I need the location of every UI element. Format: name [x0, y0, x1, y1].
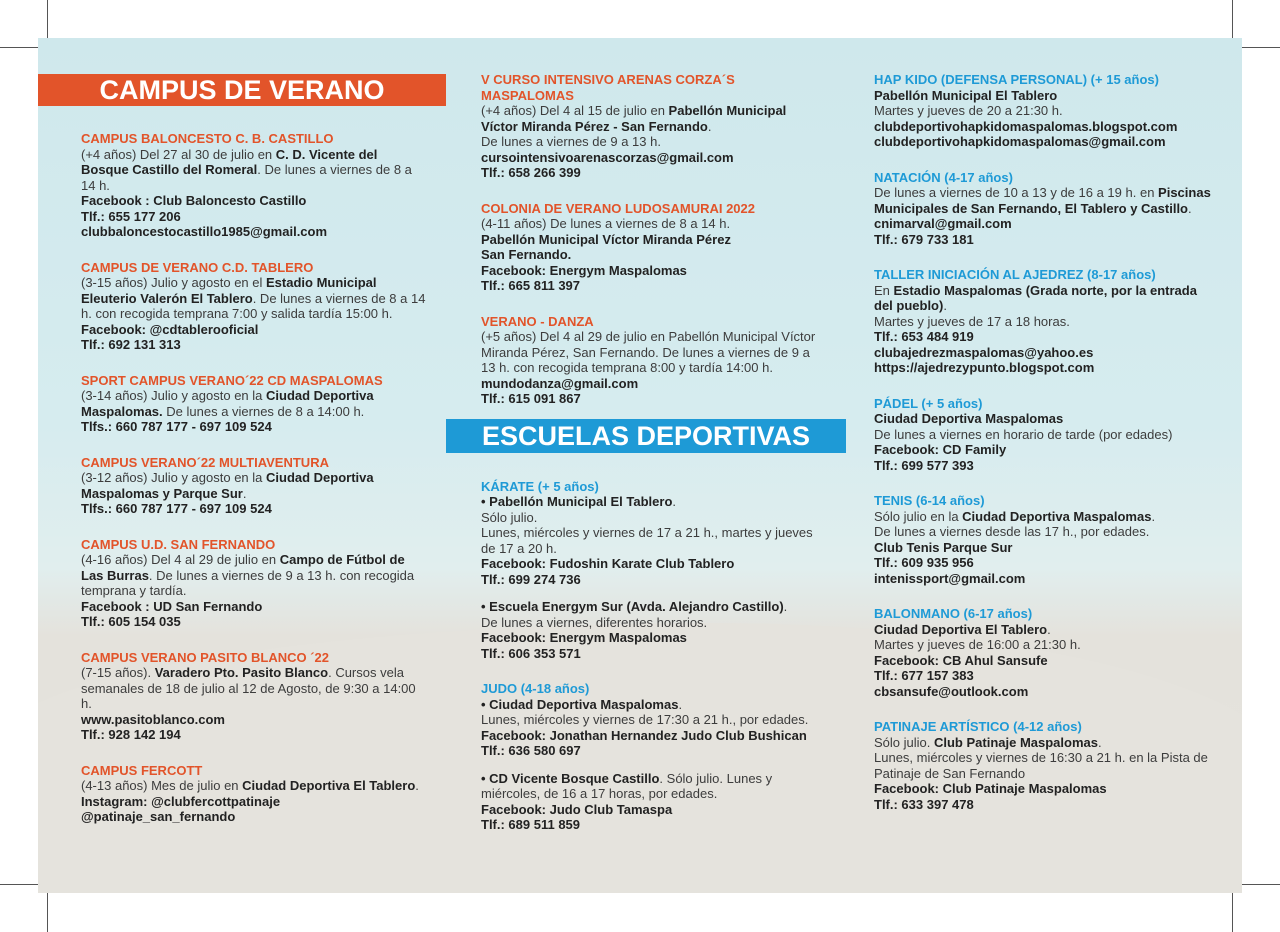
text: . Sólo julio. Lunes y miércoles, de 16 a 17 horas, por edades.: [481, 770, 773, 801]
bold-text: Pabellón Municipal Víctor Miranda Pérez: [481, 231, 731, 247]
text: .: [1188, 200, 1192, 216]
text: .: [707, 118, 712, 134]
crop-mark: [0, 884, 38, 885]
entry-line: [81, 809, 426, 825]
entry-line: [81, 727, 426, 743]
bold-text: Ciudad Deportiva El Tablero: [874, 621, 1048, 637]
entry-line: [874, 684, 1219, 700]
entry-line: [874, 88, 1219, 104]
entry-title: CAMPUS VERANO PASITO BLANCO ´22: [81, 649, 329, 665]
text: De lunes a viernes en horario de tarde (por edades): [874, 426, 1173, 442]
entry: [874, 719, 1219, 812]
entry-line: [481, 697, 826, 713]
text: Martes y jueves de 16:00 a 21:30 h.: [874, 637, 1081, 652]
text: .: [943, 298, 947, 313]
text: (4-16 años) Del 4 al 29 de julio en: [81, 552, 280, 567]
bold-text: Tlf.: 615 091 867: [481, 391, 581, 406]
bold-text: Tlf.: 699 274 736: [481, 571, 581, 587]
bold-text: Varadero Pto. Pasito Blanco: [154, 665, 329, 680]
entry-line: [81, 419, 426, 435]
bold-text: @patinaje_san_fernando: [81, 809, 236, 824]
entry-line: [874, 555, 1219, 571]
entry-line: [481, 712, 826, 728]
entry: [481, 479, 826, 662]
bold-text: San Fernando.: [481, 247, 572, 262]
entry-line: [481, 817, 826, 833]
bold-text: Facebook: Energym Maspalomas: [481, 630, 687, 645]
bold-text: Estadio Maspalomas (Grada norte, por la entrada del pueblo): [874, 282, 1197, 313]
bold-text: Tlf.: 665 811 397: [481, 278, 581, 293]
bold-text: Instagram: @clubfercottpatinaje: [81, 793, 281, 809]
bold-text: www.pasitoblanco.com: [81, 711, 225, 727]
bold-text: cbsansufe@outlook.com: [874, 683, 1029, 699]
entry-line: [874, 329, 1219, 345]
bold-text: C. D. Vicente del Bosque Castillo del Romeral: [81, 146, 378, 177]
escuelas-list: [481, 479, 826, 833]
bold-text: Club Tenis Parque Sur: [874, 539, 1013, 555]
bold-text: Ciudad Deportiva El Tablero: [242, 778, 416, 793]
entry-line: [874, 360, 1219, 376]
entry-line: [481, 556, 826, 572]
bold-text: Club Patinaje Maspalomas: [933, 734, 1098, 750]
entry-title: TALLER INICIACIÓN AL AJEDREZ (8-17 años): [874, 267, 1156, 282]
text: (3-14 años) Julio y agosto en la: [81, 388, 266, 403]
entry-line: [874, 735, 1219, 751]
text: (+4 años) Del 4 al 15 de julio en: [481, 103, 669, 118]
bold-text: Campo de Fútbol de Las Burras: [81, 552, 405, 583]
entry-line: [874, 314, 1219, 330]
entry-line: [481, 572, 826, 588]
crop-mark: [1232, 893, 1233, 932]
text: Sólo julio.: [481, 509, 538, 525]
entry-line: [81, 794, 426, 810]
text: Martes y jueves de 17 a 18 horas.: [874, 313, 1070, 329]
entry-line: [481, 646, 826, 662]
entry-line: [874, 427, 1219, 443]
bold-text: Facebook: CB Ahul Sansufe: [874, 652, 1048, 668]
bold-text: Facebook : UD San Fernando: [81, 598, 263, 614]
text: De lunes a viernes, diferentes horarios.: [481, 614, 708, 630]
bold-text: Tlfs.: 660 787 177 - 697 109 524: [81, 419, 272, 434]
crop-mark: [1232, 0, 1233, 38]
text: (+5 años) Del 4 al 29 de julio en Pabellón Municipal Víctor Miranda Pérez, San Fernando. De lunes a viernes de 9 a 13 h. con recogida temprana 8:00 y tardía 14:00 h.: [481, 329, 816, 375]
text: .: [1097, 734, 1102, 750]
entry-title: TENIS (6-14 años): [874, 493, 985, 508]
entry-line: [481, 103, 826, 134]
entry-line: [874, 571, 1219, 587]
entry: [81, 131, 426, 240]
crop-mark: [0, 47, 38, 48]
entry: [81, 650, 426, 743]
bold-text: mundodanza@gmail.com: [481, 375, 639, 391]
entry: [481, 681, 826, 833]
entry-line: [874, 653, 1219, 669]
entry: [874, 493, 1219, 586]
entry: [481, 201, 826, 294]
entry: [81, 260, 426, 353]
entry-title: CAMPUS VERANO´22 MULTIAVENTURA: [81, 454, 329, 470]
entry: [81, 763, 426, 825]
text: . Cursos vela semanales de 18 de julio al 12 de Agosto, de 9:30 a 14:00 h.: [81, 665, 416, 711]
entry-line: [81, 712, 426, 728]
entry: [81, 537, 426, 630]
entry-line: [874, 637, 1219, 653]
bold-text: Facebook: Fudoshin Karate Club Tablero: [481, 556, 735, 571]
entry: [81, 455, 426, 517]
entry-title: V CURSO INTENSIVO ARENAS CORZA´S MASPALOMAS: [481, 72, 735, 103]
entry-line: [481, 278, 826, 294]
entry-line: [874, 103, 1219, 119]
entry-line: [81, 193, 426, 209]
entry-line: [874, 232, 1219, 248]
bold-text: • CD Vicente Bosque Castillo: [481, 770, 660, 786]
text: . De lunes a viernes de 8 a 14 h.: [81, 162, 412, 193]
bold-text: Tlf.: 655 177 206: [81, 208, 181, 224]
entry-line: [481, 376, 826, 392]
bold-text: Facebook: Club Patinaje Maspalomas: [874, 781, 1107, 796]
bold-text: clubdeportivohapkidomaspalomas.blogspot.com: [874, 118, 1178, 134]
entry-title: CAMPUS DE VERANO C.D. TABLERO: [81, 259, 314, 275]
entry-line: [81, 552, 426, 599]
bold-text: Tlf.: 606 353 571: [481, 645, 581, 661]
bold-text: Ciudad Deportiva Maspalomas: [962, 508, 1152, 524]
bold-text: • Pabellón Municipal El Tablero: [481, 494, 673, 509]
entry: [481, 72, 826, 181]
crop-mark: [1242, 47, 1280, 48]
entry-line: [81, 337, 426, 353]
bold-text: Facebook: CD Family: [874, 442, 1007, 457]
entry-title: JUDO (4-18 años): [481, 681, 590, 696]
bold-text: Pabellón Municipal Víctor Miranda Pérez - San Fernando: [481, 103, 787, 134]
entry: [874, 170, 1219, 248]
entry-line: [81, 224, 426, 240]
entry-line: [81, 209, 426, 225]
entry-title: SPORT CAMPUS VERANO´22 CD MASPALOMAS: [81, 372, 383, 388]
text: .: [1151, 508, 1156, 524]
entry-line: [874, 345, 1219, 361]
entry-title: CAMPUS U.D. SAN FERNANDO: [81, 536, 276, 552]
entry-line: [81, 778, 426, 794]
bold-text: Tlf.: 633 397 478: [874, 796, 974, 812]
entry-title: PÁDEL (+ 5 años): [874, 395, 983, 411]
text: De lunes a viernes de 9 a 13 h.: [481, 134, 661, 149]
entry-line: [81, 614, 426, 630]
text: Sólo julio en la: [874, 508, 963, 524]
bold-text: Tlf.: 699 577 393: [874, 457, 974, 473]
entry-line: [874, 540, 1219, 556]
crop-mark: [47, 893, 48, 932]
entry-line: [481, 728, 826, 744]
bold-text: clubdeportivohapkidomaspalomas@gmail.com: [874, 134, 1166, 149]
entry-line: [481, 134, 826, 150]
bold-text: Facebook: @cdtablerooficial: [81, 321, 259, 337]
entry-line: [81, 470, 426, 501]
text: Martes y jueves de 20 a 21:30 h.: [874, 103, 1063, 118]
bold-text: Tlf.: 636 580 697: [481, 743, 581, 758]
text: De lunes a viernes de 8 a 14:00 h.: [162, 403, 365, 419]
bold-text: • Escuela Energym Sur (Avda. Alejandro Castillo): [481, 599, 784, 614]
middle-campus-list: [481, 72, 826, 407]
entry-line: [81, 501, 426, 517]
column-middle: [481, 72, 826, 853]
bold-text: Pabellón Municipal El Tablero: [874, 87, 1058, 103]
text: En: [874, 282, 894, 298]
entry-line: [874, 797, 1219, 813]
entry-line: [481, 232, 826, 248]
entry-line: [481, 494, 826, 510]
text: .: [672, 494, 677, 509]
entry-line: [874, 119, 1219, 135]
text: . De lunes a viernes de 9 a 13 h. con recogida temprana y tardía.: [81, 567, 415, 598]
entry-line: [481, 525, 826, 556]
text: De lunes a viernes de 10 a 13 y de 16 a 19 h. en: [874, 185, 1159, 200]
entry-title: BALONMANO (6-17 años): [874, 606, 1033, 621]
entry-line: [874, 668, 1219, 684]
entry-title: CAMPUS BALONCESTO C. B. CASTILLO: [81, 131, 334, 146]
text: .: [678, 696, 683, 712]
bold-text: clubbaloncestocastillo1985@gmail.com: [81, 224, 328, 239]
entry-title: KÁRATE (+ 5 años): [481, 478, 599, 494]
bold-text: Tlf.: 692 131 313: [81, 337, 181, 352]
entry-line: [874, 509, 1219, 525]
entry-title: NATACIÓN (4-17 años): [874, 169, 1013, 185]
bold-text: Tlf.: 609 935 956: [874, 555, 974, 570]
bold-text: cursointensivoarenascorzas@gmail.com: [481, 149, 734, 165]
entry-line: [874, 442, 1219, 458]
entry-title: VERANO - DANZA: [481, 313, 594, 329]
bold-text: Estadio Municipal Eleuterio Valerón El Tablero: [81, 275, 377, 306]
bold-text: Facebook : Club Baloncesto Castillo: [81, 193, 307, 208]
entry-line: [481, 599, 826, 615]
entry-line: [481, 329, 826, 376]
bold-text: • Ciudad Deportiva Maspalomas: [481, 696, 679, 712]
entry-line: [81, 147, 426, 194]
bold-text: Ciudad Deportiva Maspalomas y Parque Sur: [81, 470, 374, 501]
entry-line: [481, 247, 826, 263]
bold-text: Tlf.: 928 142 194: [81, 727, 181, 742]
entry-title: CAMPUS FERCOTT: [81, 762, 203, 778]
entry-line: [874, 524, 1219, 540]
bold-text: clubajedrezmaspalomas@yahoo.es: [874, 344, 1094, 360]
text: De lunes a viernes desde las 17 h., por edades.: [874, 524, 1150, 539]
entry-line: [874, 283, 1219, 314]
entry-title: HAP KIDO (DEFENSA PERSONAL) (+ 15 años): [874, 72, 1159, 87]
entry-line: [481, 802, 826, 818]
bold-text: Facebook: Jonathan Hernandez Judo Club Bushican: [481, 727, 807, 743]
entry-line: [481, 510, 826, 526]
text: Lunes, miércoles y viernes de 17 a 21 h., martes y jueves de 17 a 20 h.: [481, 525, 813, 556]
crop-mark: [47, 0, 48, 38]
bold-text: Tlf.: 653 484 919: [874, 329, 974, 344]
text: Sólo julio.: [874, 734, 934, 750]
text: (7-15 años).: [81, 665, 155, 680]
column-escuelas-right: [874, 72, 1219, 832]
entry: [874, 267, 1219, 376]
entry-line: [481, 165, 826, 181]
bold-text: Facebook: Judo Club Tamaspa: [481, 801, 673, 817]
bold-text: intenissport@gmail.com: [874, 570, 1026, 586]
bold-text: Piscinas Municipales de San Fernando, El Tablero y Castillo: [874, 185, 1211, 216]
text: (3-12 años) Julio y agosto en la: [81, 470, 266, 485]
column-campus-left: [81, 131, 426, 845]
bold-text: Tlf.: 658 266 399: [481, 165, 581, 180]
text: (4-11 años) De lunes a viernes de 8 a 14 h.: [481, 216, 731, 231]
text: . De lunes a viernes de 8 a 14 h. con recogida temprana 7:00 y salida tardía 15:00 h.: [81, 290, 426, 321]
text: (4-13 años) Mes de julio en: [81, 778, 243, 793]
bold-text: Facebook: Energym Maspalomas: [481, 262, 687, 278]
entry-line: [874, 185, 1219, 216]
entry-line: [81, 275, 426, 322]
entry-line: [874, 458, 1219, 474]
text: (+4 años) Del 27 al 30 de julio en: [81, 146, 276, 162]
entry-title: COLONIA DE VERANO LUDOSAMURAI 2022: [481, 200, 755, 216]
entry-line: [481, 615, 826, 631]
entry-line: [481, 263, 826, 279]
entry: [81, 373, 426, 435]
text: .: [242, 485, 247, 501]
bold-text: https://ajedrezypunto.blogspot.com: [874, 360, 1095, 375]
bold-text: Tlf.: 679 733 181: [874, 231, 974, 247]
entry-line: [481, 150, 826, 166]
entry-title: PATINAJE ARTÍSTICO (4-12 años): [874, 719, 1082, 734]
text: Lunes, miércoles y viernes de 17:30 a 21 h., por edades.: [481, 712, 809, 727]
entry-line: [481, 743, 826, 759]
entry-line: [874, 411, 1219, 427]
entry-gap: [481, 587, 826, 599]
bold-text: Tlf.: 677 157 383: [874, 668, 974, 683]
text: (3-15 años) Julio y agosto en el: [81, 275, 266, 290]
banner-escuelas-deportivas: ESCUELAS DEPORTIVAS: [446, 419, 846, 453]
entry-line: [81, 322, 426, 338]
entry-line: [874, 134, 1219, 150]
banner-campus-de-verano: CAMPUS DE VERANO: [38, 74, 446, 106]
spacer: [481, 427, 826, 479]
entry-line: [874, 622, 1219, 638]
entry: [481, 314, 826, 407]
entry-line: [481, 771, 826, 802]
text: .: [1047, 621, 1051, 637]
entry-line: [81, 388, 426, 419]
entry-line: [874, 750, 1219, 781]
bold-text: Tlfs.: 660 787 177 - 697 109 524: [81, 501, 272, 516]
crop-mark: [1242, 884, 1280, 885]
bold-text: Ciudad Deportiva Maspalomas.: [81, 388, 374, 419]
text: Lunes, miércoles y viernes de 16:30 a 21 h. en la Pista de Patinaje de San Fernando: [874, 750, 1208, 781]
entry-line: [481, 630, 826, 646]
entry-line: [874, 781, 1219, 797]
entry: [874, 396, 1219, 474]
entry-line: [481, 216, 826, 232]
entry-gap: [481, 759, 826, 771]
bold-text: cnimarval@gmail.com: [874, 216, 1012, 231]
bold-text: Tlf.: 689 511 859: [481, 817, 581, 832]
entry-line: [81, 599, 426, 615]
entry-line: [481, 391, 826, 407]
entry: [874, 72, 1219, 150]
text: .: [415, 778, 419, 793]
entry: [874, 606, 1219, 699]
entry-line: [874, 216, 1219, 232]
text: .: [783, 599, 788, 614]
bold-text: Ciudad Deportiva Maspalomas: [874, 411, 1064, 426]
bold-text: Tlf.: 605 154 035: [81, 614, 181, 629]
entry-line: [81, 665, 426, 712]
